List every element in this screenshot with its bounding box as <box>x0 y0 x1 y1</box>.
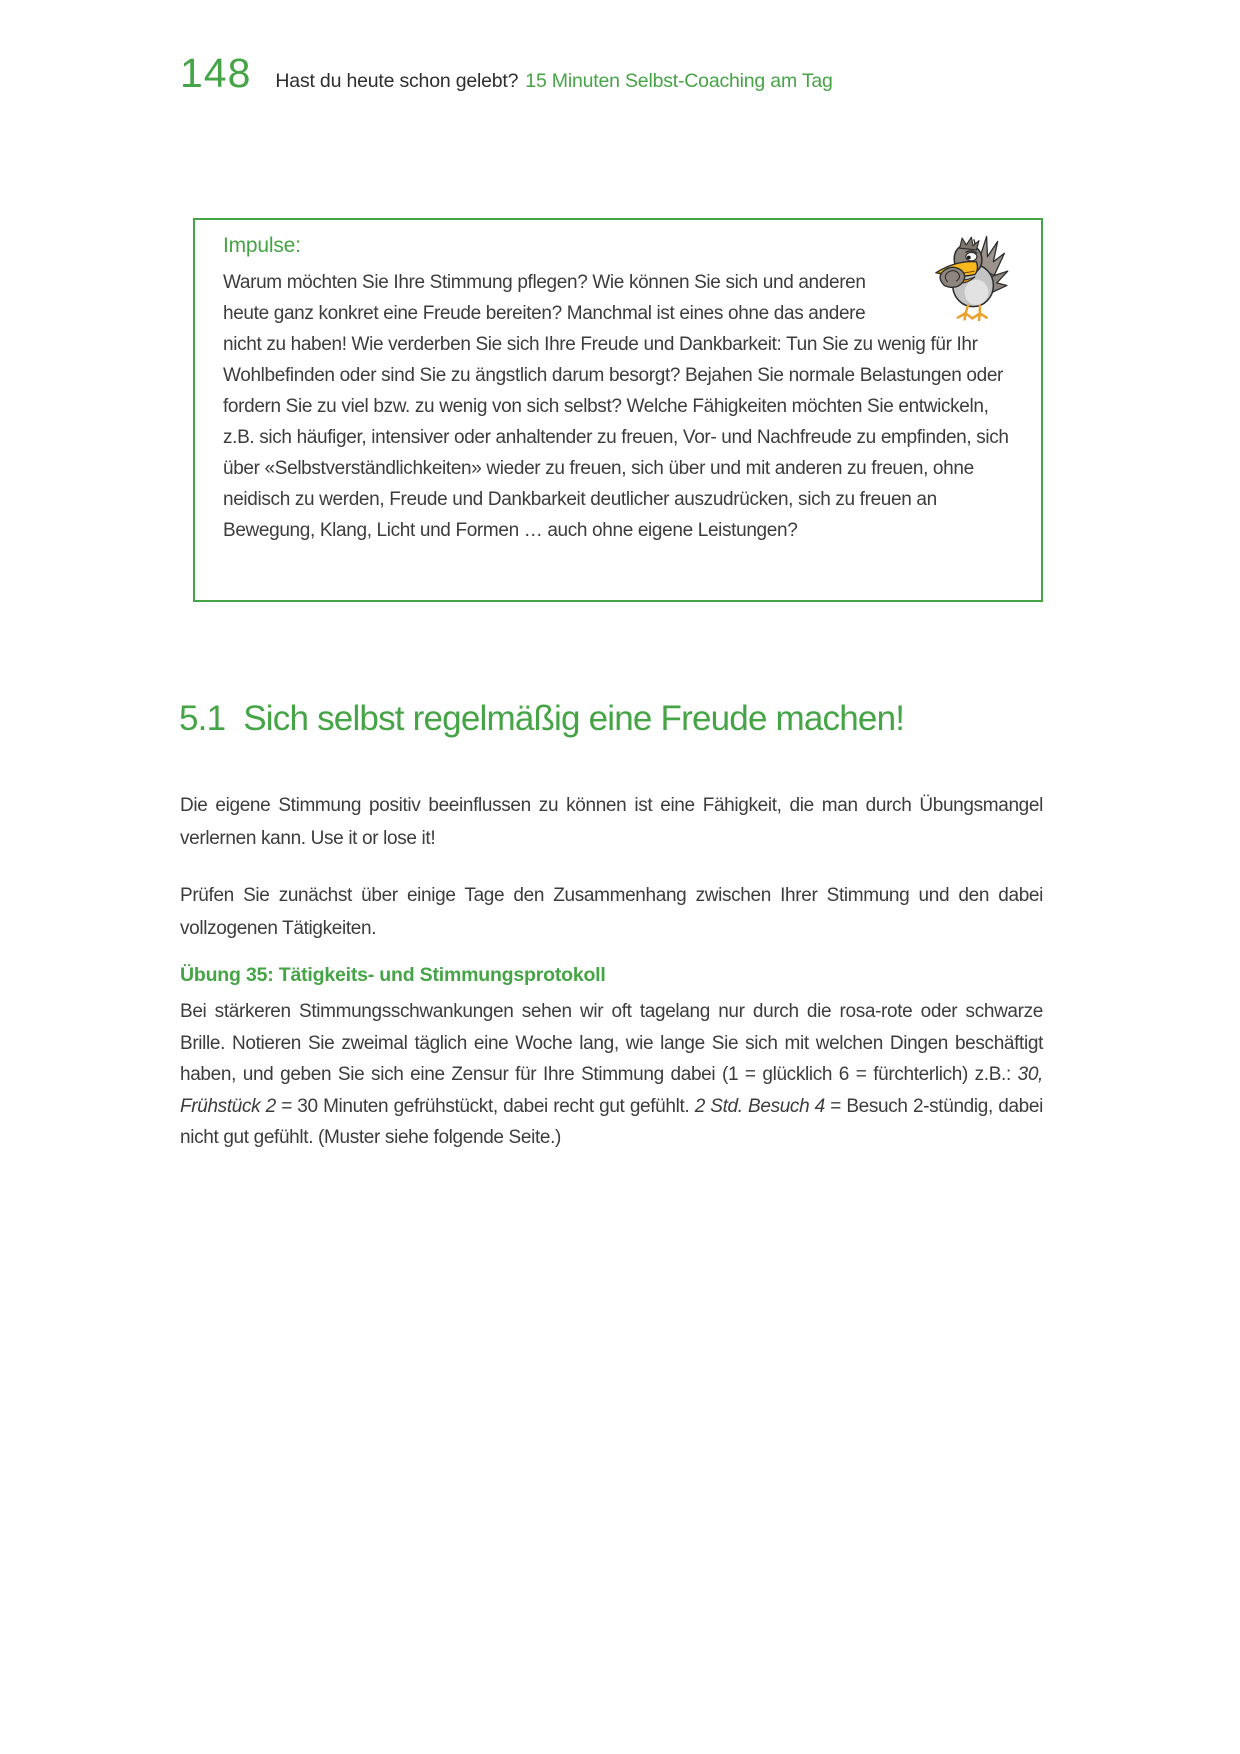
section-title: Sich selbst regelmäßig eine Freude machen! <box>243 699 905 738</box>
impulse-box-text: Warum möchten Sie Ihre Stimmung pflegen? Wie können Sie sich und anderen heute ganz konkret eine Freude bereiten? Manchmal ist eines ohne das andere nicht zu haben! Wie verderben Sie sich Ihre Freude und Dankbarkeit: Tun Sie zu wenig für Ihr Wohlbefinden oder sind Sie zu ängstlich darum besorgt? Bejahen Sie normale Belastungen oder fordern Sie zu viel bzw. zu wenig von sich selbst? Welche Fähigkeiten möchten Sie entwickeln, z.B. sich häufiger, intensiver oder anhaltender zu freuen, Vor- und Nachfreude zu empfinden, sich über «Selbstverständlichkeiten» wieder zu freuen, sich über und mit anderen zu freuen, ohne neidisch zu werden, Freude und Dankbarkeit deutlicher auszudrücken, sich zu freuen an Bewegung, Klang, Licht und Formen … auch ohne eigene Leistungen? <box>223 272 1009 541</box>
exercise-body-text: Bei stärkeren Stimmungsschwankungen sehen wir oft tagelang nur durch die rosa-rote oder schwarze Brille. Notieren Sie zweimal täglich eine Woche lang, wie lange Sie sich mit welchen Dingen beschäftigt haben, und geben Sie sich eine Zensur für Ihre Stimmung dabei (1 = glücklich 6 = fürchterlich) z.B.: 30, Frühstück 2 = 30 Minuten gefrühstückt, dabei recht gut gefühlt. 2 Std. Besuch 4 = Besuch 2-stündig, dabei nicht gut gefühlt. (Muster siehe folgende Seite.) <box>180 1001 1043 1148</box>
running-head-subtitle: 15 Minuten Selbst-Coaching am Tag <box>525 70 833 92</box>
exercise-heading: Übung 35: Tätigkeits- und Stimmungsprotokoll <box>180 964 606 986</box>
page-header <box>180 50 833 97</box>
impulse-box-label: Impulse: <box>223 234 301 257</box>
page-number: 148 <box>180 50 252 96</box>
paragraph-pruefen-sie: Prüfen Sie zunächst über einige Tage den Zusammenhang zwischen Ihrer Stimmung und den dabei vollzogenen Tätigkeiten. <box>180 885 1043 939</box>
crow-mascot-illustration <box>921 233 1015 321</box>
section-heading <box>179 699 1079 739</box>
section-number: 5.1 <box>179 699 226 738</box>
paragraph-stimmung-faehigkeit: Die eigene Stimmung positiv beeinflussen zu können ist eine Fähigkeit, die man durch Übungsmangel verlernen kann. Use it or lose it! <box>180 795 1043 849</box>
running-head-title: Hast du heute schon gelebt? <box>275 70 519 92</box>
impulse-box <box>193 218 1043 602</box>
